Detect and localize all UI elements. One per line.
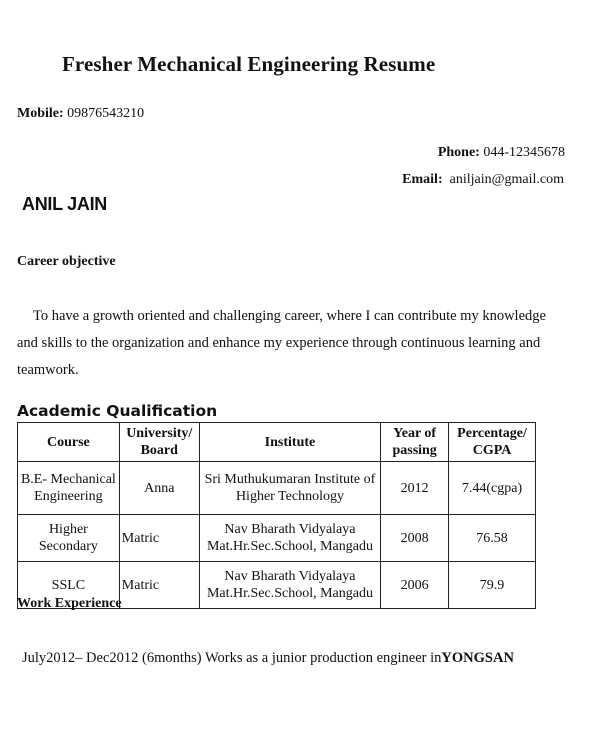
board-cell: Anna [119,462,199,515]
phone-label: Phone: [437,145,480,160]
course-cell: SSLC [18,562,120,609]
board-cell: Matric [119,562,199,609]
email-value: aniljain@gmail.com [449,172,564,187]
year-cell: 2008 [381,515,449,562]
career-objective-text: To have a growth oriented and challenging career, where I can contribute my knowledge and skills to the organization and enhance my experience through continuous learning and teamwork. [17,308,546,378]
year-cell: 2012 [381,462,449,515]
column-header-percentage: Percentage/ CGPA [449,423,536,462]
email-label: Email: [402,172,443,187]
table-header-row [18,423,536,462]
email-line [402,172,564,188]
percentage-cell: 76.58 [449,515,536,562]
board-cell: Matric [119,515,199,562]
work-experience-heading: Work Experience [17,596,122,611]
mobile-value: 09876543210 [67,106,145,121]
column-header-university: University/ Board [119,423,199,462]
institute-cell: Sri Muthukumaran Institute of Higher Technology [199,462,381,515]
table-row [18,462,536,515]
work-experience-text: July2012– Dec2012 (6months) Works as a junior production engineer in [22,650,442,666]
candidate-name: ANIL JAIN [22,194,107,214]
academic-qualification-table [17,422,536,609]
phone-value: 044-12345678 [483,145,565,160]
mobile-label: Mobile: [17,106,64,121]
course-cell: Higher Secondary [18,515,120,562]
academic-qualification-heading: Academic Qualification [17,402,218,420]
percentage-cell: 7.44(cgpa) [449,462,536,515]
percentage-cell: 79.9 [449,562,536,609]
column-header-course: Course [18,423,120,462]
course-cell: B.E- Mechanical Engineering [18,462,120,515]
column-header-institute: Institute [199,423,381,462]
column-header-year: Year of passing [381,423,449,462]
work-experience-entry [22,650,514,667]
institute-cell: Nav Bharath Vidyalaya Mat.Hr.Sec.School, Mangadu [199,562,381,609]
table-row [18,515,536,562]
resume-title: Fresher Mechanical Engineering Resume [62,52,436,76]
company-name: YONGSAN [441,650,514,666]
institute-cell: Nav Bharath Vidyalaya Mat.Hr.Sec.School, Mangadu [199,515,381,562]
mobile-line [17,106,144,122]
year-cell: 2006 [381,562,449,609]
phone-line [438,145,565,161]
career-objective-heading: Career objective [17,254,116,269]
